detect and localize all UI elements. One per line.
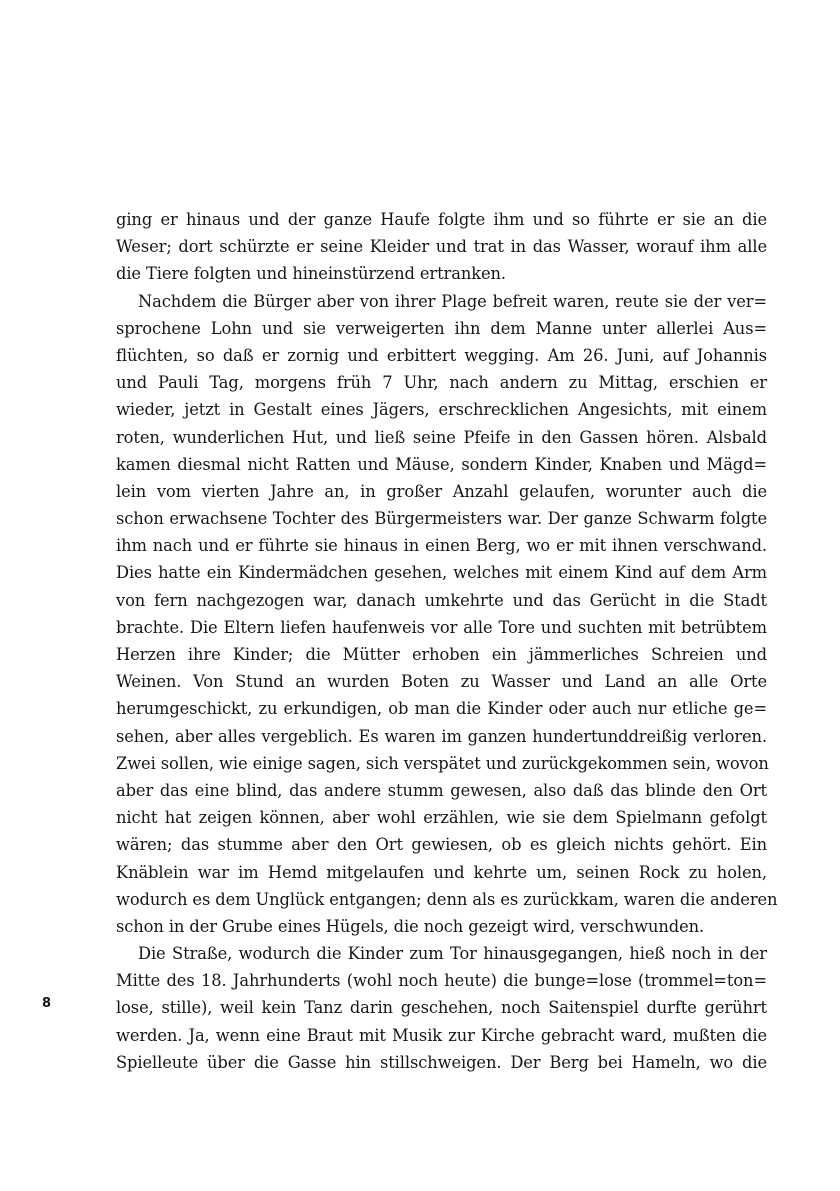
text-line: sprochene Lohn und sie verweigerten ihn dem Manne unter allerlei Aus=: [116, 318, 767, 338]
text-line: sehen, aber alles vergeblich. Es waren im ganzen hundertunddreißig verloren.: [116, 726, 767, 746]
text-line: Weinen. Von Stund an wurden Boten zu Wasser und Land an alle Orte: [116, 672, 767, 692]
text-line: brachte. Die Eltern liefen haufenweis vor alle Tore und suchten mit betrübtem: [116, 617, 767, 637]
text-line: von fern nachgezogen war, danach umkehrte und das Gerücht in die Stadt: [116, 590, 767, 610]
text-line: Zwei sollen, wie einige sagen, sich verspätet und zurückgekommen sein, wovon: [116, 753, 769, 773]
text-line: ging er hinaus und der ganze Haufe folgte ihm und so führte er sie an die: [116, 210, 767, 229]
body-text: [116, 206, 778, 1076]
text-line: wären; das stumme aber den Ort gewiesen, ob es gleich nichts gehört. Ein: [116, 835, 767, 855]
text-line: Knäblein war im Hemd mitgelaufen und kehrte um, seinen Rock zu holen,: [116, 862, 767, 882]
text-line: schon erwachsene Tochter des Bürgermeisters war. Der ganze Schwarm folgte: [116, 509, 767, 529]
text-line: nicht hat zeigen können, aber wohl erzählen, wie sie dem Spielmann gefolgt: [116, 808, 767, 828]
text-line: aber das eine blind, das andere stumm gewesen, also daß das blinde den Ort: [116, 780, 767, 800]
text-line: roten, wunderlichen Hut, und ließ seine Pfeife in den Gassen hören. Alsbald: [116, 427, 767, 447]
text-line: werden. Ja, wenn eine Braut mit Musik zur Kirche gebracht ward, mußten die: [116, 1025, 767, 1045]
text-line: lose, stille), weil kein Tanz darin geschehen, noch Saitenspiel durfte gerührt: [116, 998, 767, 1018]
text-line: Mitte des 18. Jahrhunderts (wohl noch heute) die bunge=lose (trommel=ton=: [116, 971, 767, 991]
page-number: 8: [42, 996, 52, 1011]
text-line: wieder, jetzt in Gestalt eines Jägers, erschrecklichen Angesichts, mit einem: [116, 400, 767, 420]
text-line: Die Straße, wodurch die Kinder zum Tor hinausgegangen, hieß noch in der: [138, 944, 767, 964]
text-line: Dies hatte ein Kindermädchen gesehen, welches mit einem Kind auf dem Arm: [116, 563, 767, 583]
text-line: und Pauli Tag, morgens früh 7 Uhr, nach andern zu Mittag, erschien er: [116, 373, 767, 393]
text-line: kamen diesmal nicht Ratten und Mäuse, sondern Kinder, Knaben und Mägd=: [116, 454, 767, 474]
text-line: die Tiere folgten und hineinstürzend ertranken.: [116, 264, 506, 284]
text-line: Weser; dort schürzte er seine Kleider und trat in das Wasser, worauf ihm alle: [116, 237, 767, 257]
text-line: herumgeschickt, zu erkundigen, ob man die Kinder oder auch nur etliche ge=: [116, 699, 767, 719]
text-line: flüchten, so daß er zornig und erbittert wegging. Am 26. Juni, auf Johannis: [116, 345, 767, 365]
text-line: schon in der Grube eines Hügels, die noch gezeigt wird, verschwunden.: [116, 916, 705, 936]
text-line: ihm nach und er führte sie hinaus in einen Berg, wo er mit ihnen verschwand.: [116, 536, 767, 556]
text-line: Nachdem die Bürger aber von ihrer Plage befreit waren, reute sie der ver=: [138, 291, 767, 311]
text-line: Spielleute über die Gasse hin stillschweigen. Der Berg bei Hameln, wo die: [116, 1052, 767, 1072]
text-line: lein vom vierten Jahre an, in großer Anzahl gelaufen, worunter auch die: [116, 481, 767, 501]
text-line: Herzen ihre Kinder; die Mütter erhoben ein jämmerliches Schreien und: [116, 645, 767, 664]
text-line: wodurch es dem Unglück entgangen; denn als es zurückkam, waren die anderen: [116, 889, 778, 909]
